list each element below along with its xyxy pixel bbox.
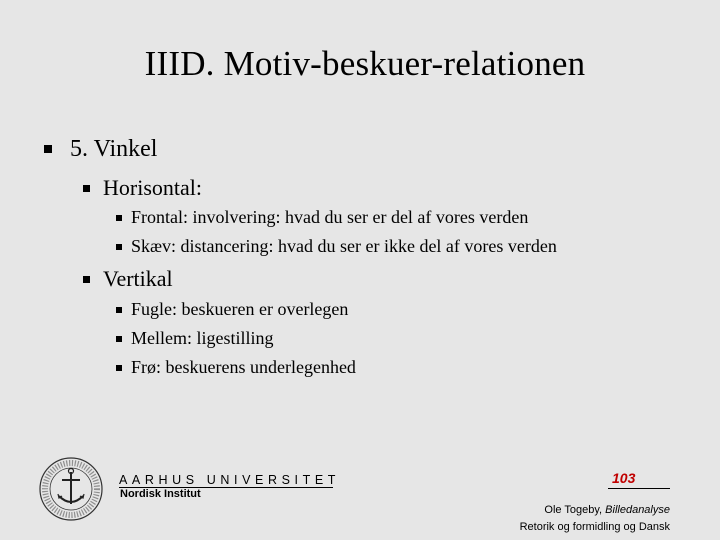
page-number: 103	[612, 470, 636, 486]
bullet-text: Vertikal	[103, 266, 173, 291]
bullet-text: Fugle: beskueren er overlegen	[131, 299, 349, 319]
bullet-text: Skæv: distancering: hvad du ser er ikke del af vores verden	[131, 236, 557, 256]
square-bullet-icon	[83, 185, 90, 192]
page-number-underline	[608, 488, 670, 489]
bullet-item-level3	[116, 357, 356, 378]
square-bullet-icon	[116, 244, 122, 250]
course-name: Retorik og formidling og Dansk	[519, 521, 670, 533]
bullet-item-level3	[116, 236, 557, 257]
aarhus-university-seal-icon	[38, 452, 104, 526]
bullet-text: 5. Vinkel	[70, 136, 158, 162]
bullet-item-level2	[83, 175, 202, 201]
slide-title: IIID. Motiv-beskuer-relationen	[144, 44, 586, 83]
bullet-text: Frontal: involvering: hvad du ser er del af vores verden	[131, 207, 529, 227]
credit-block	[520, 502, 670, 536]
author-line	[520, 502, 670, 519]
bullet-item-level1	[44, 136, 157, 163]
book-title: Billedanalyse	[605, 504, 670, 516]
square-bullet-icon	[116, 215, 122, 221]
institute-name: Nordisk Institut	[120, 488, 201, 500]
bullet-item-level2	[83, 266, 173, 292]
square-bullet-icon	[116, 336, 122, 342]
square-bullet-icon	[116, 365, 122, 371]
bullet-item-level3	[116, 328, 274, 349]
square-bullet-icon	[83, 276, 90, 283]
bullet-item-level3	[116, 299, 348, 320]
square-bullet-icon	[44, 145, 52, 153]
bullet-text: Mellem: ligestilling	[131, 328, 274, 348]
bullet-item-level3	[116, 207, 528, 228]
bullet-text: Frø: beskuerens underlegenhed	[131, 357, 356, 377]
square-bullet-icon	[116, 307, 122, 313]
author-name: Ole Togeby,	[544, 504, 606, 516]
bullet-text: Horisontal:	[103, 175, 202, 200]
university-name: AARHUS UNIVERSITET	[119, 473, 341, 487]
